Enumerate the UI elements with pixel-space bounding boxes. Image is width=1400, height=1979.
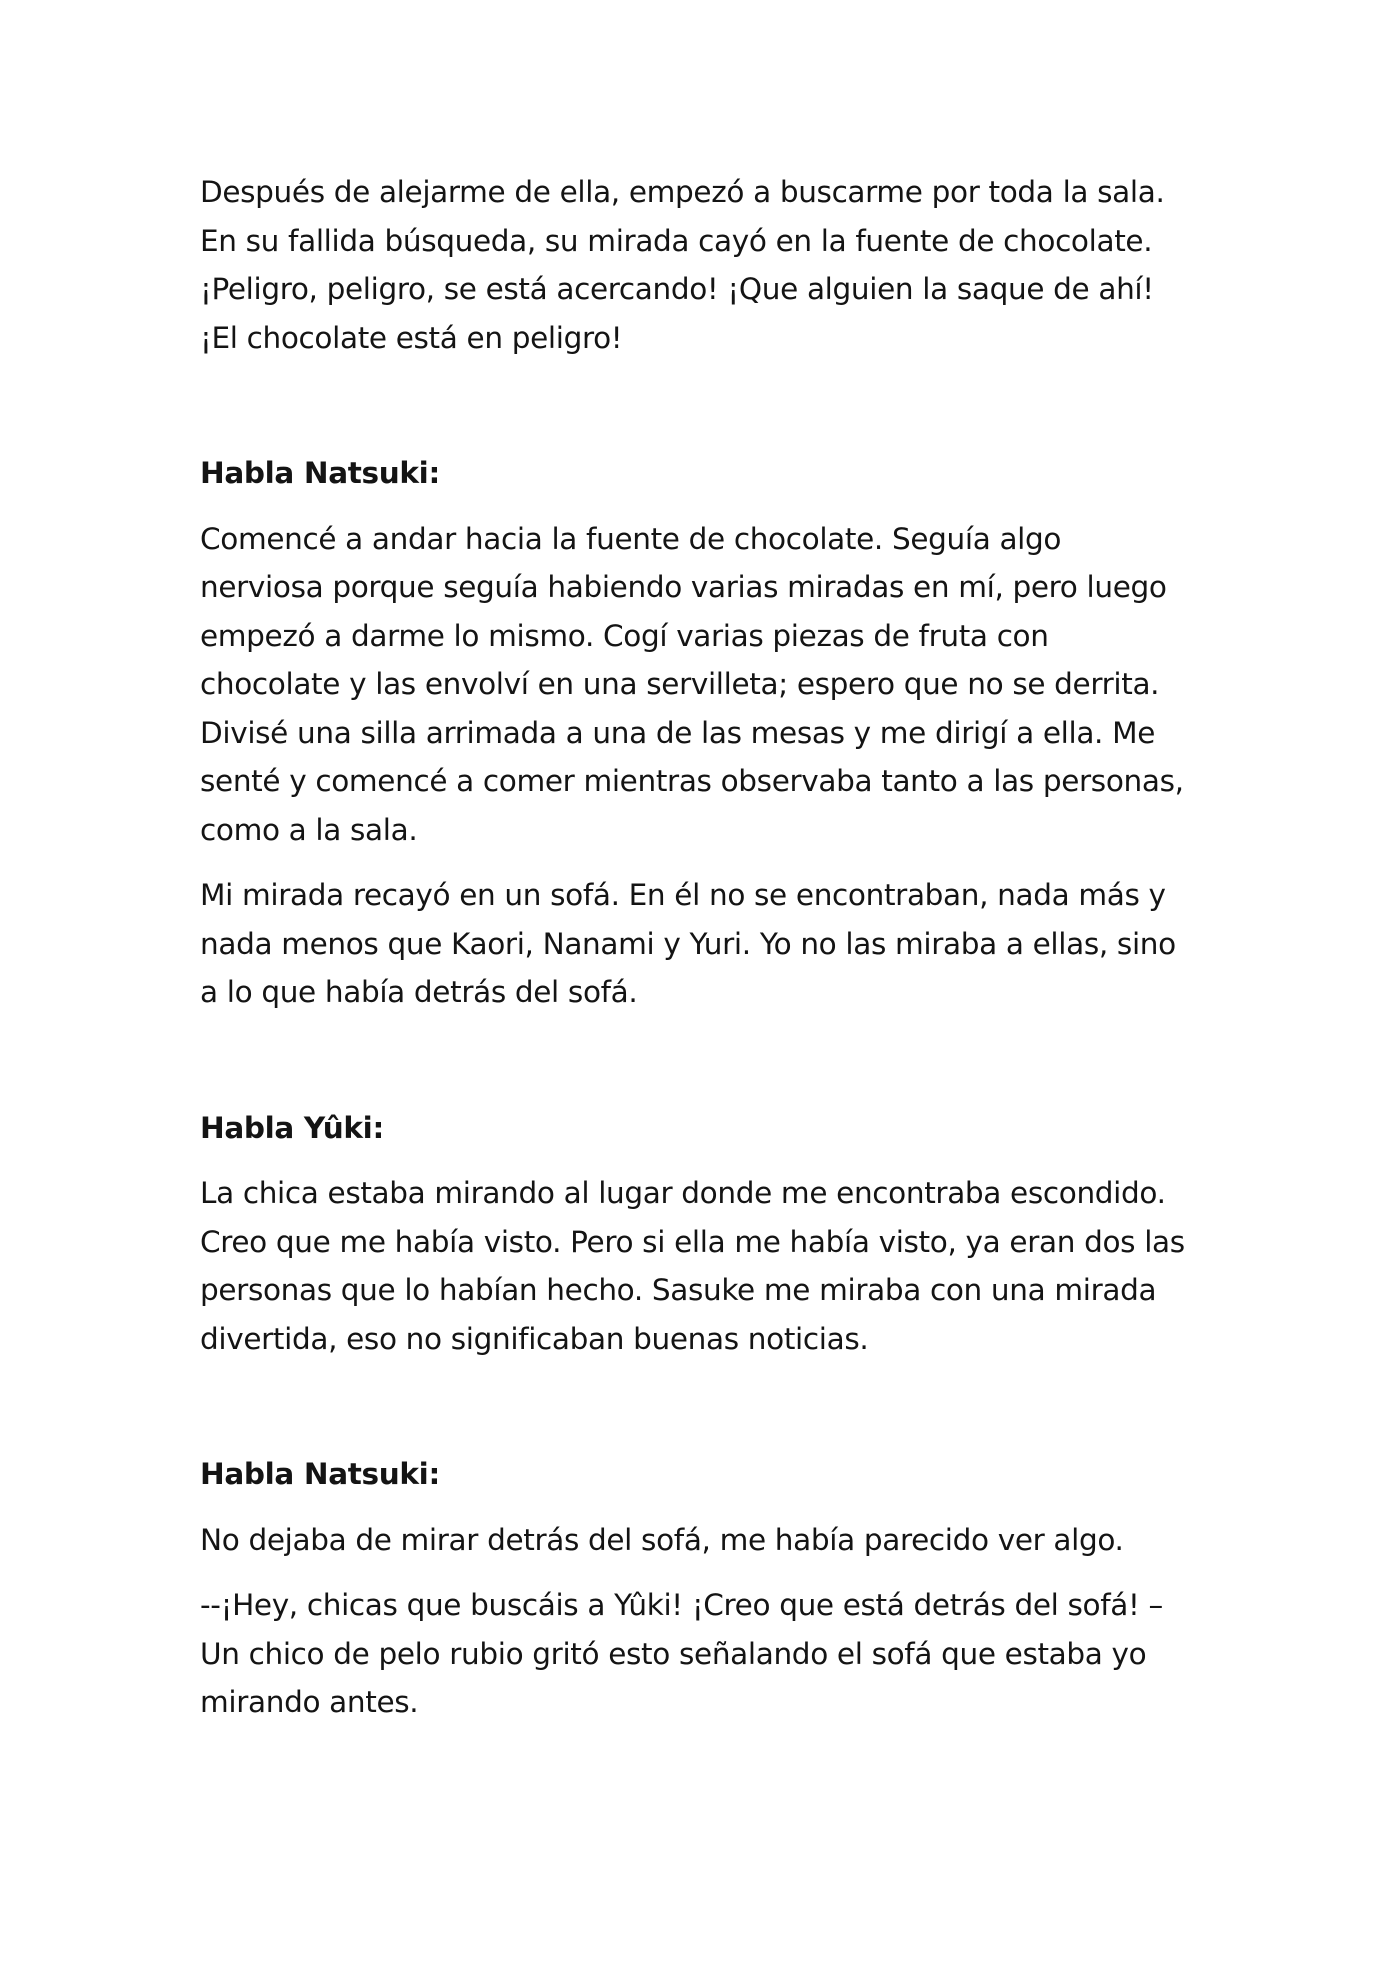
paragraph-natsuki-2: Mi mirada recayó en un sofá. En él no se encontraban, nada más y nada menos que Kaori, Nanami y Yuri. Yo no las miraba a ellas, sino a lo que había detrás del sofá. (200, 878, 1176, 1009)
speaker-heading-natsuki-2: Habla Natsuki: (200, 1457, 440, 1491)
paragraph-natsuki-3: No dejaba de mirar detrás del sofá, me había parecido ver algo. (200, 1522, 1124, 1557)
paragraph-natsuki-4: --¡Hey, chicas que buscáis a Yûki! ¡Creo que está detrás del sofá! – Un chico de pelo rubio gritó esto señalando el sofá que estaba yo mirando antes. (200, 1588, 1163, 1719)
paragraph-natsuki-1: Comencé a andar hacia la fuente de chocolate. Seguía algo nerviosa porque seguía habiendo varias miradas en mí, pero luego empezó a darme lo mismo. Cogí varias piezas de fruta con chocolate y las envolví en una servilleta; espero que no se derrita. Divisé una silla arrimada a una de las mesas y me dirigí a ella. Me senté y comencé a comer mientras observaba tanto a las personas, como a la sala. (200, 521, 1184, 847)
paragraph-yuki-1: La chica estaba mirando al lugar donde me encontraba escondido. Creo que me había visto. Pero si ella me había visto, ya eran dos las personas que lo habían hecho. Sasuke me miraba con una mirada divertida, eso no significaban buenas noticias. (200, 1176, 1185, 1356)
document-body (200, 168, 1210, 1727)
speaker-heading-yuki: Habla Yûki: (200, 1110, 384, 1145)
speaker-heading-natsuki: Habla Natsuki: (200, 456, 440, 490)
paragraph-intro: Después de alejarme de ella, empezó a buscarme por toda la sala. En su fallida búsqueda, su mirada cayó en la fuente de chocolate. ¡Peligro, peligro, se está acercando! ¡Que alguien la saque de ahí! ¡El chocolate está en peligro! (200, 175, 1165, 355)
